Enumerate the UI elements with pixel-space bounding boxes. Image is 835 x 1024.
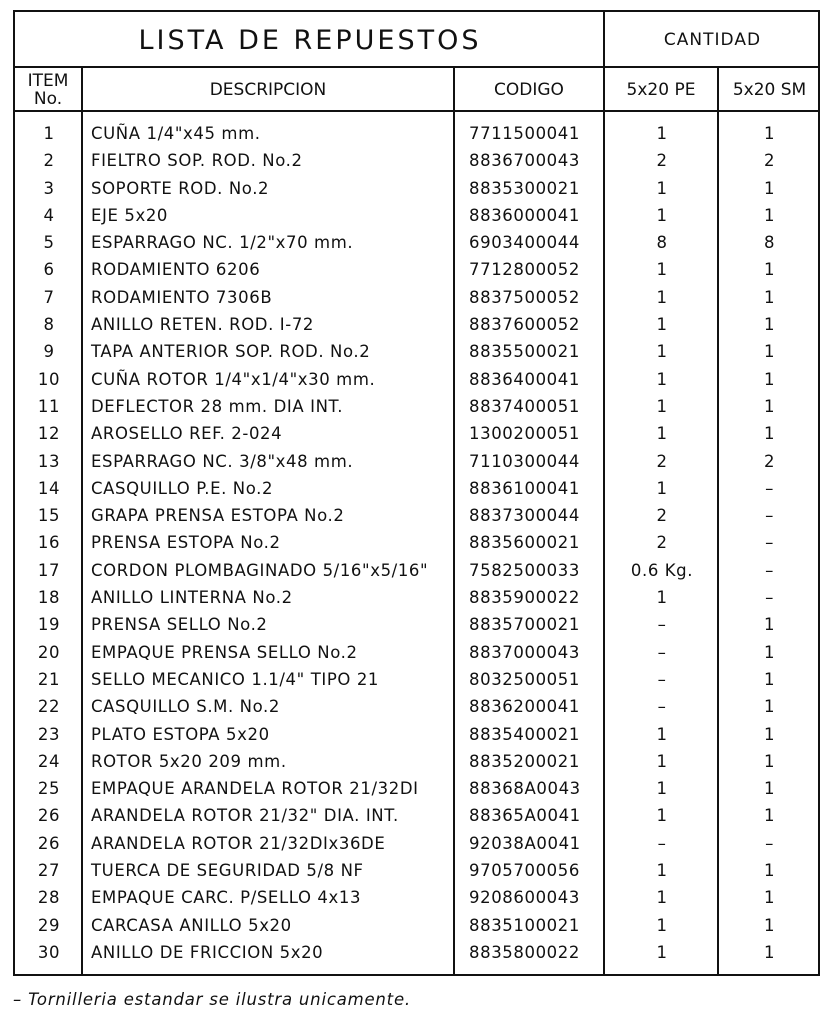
table-title: LISTA DE REPUESTOS bbox=[138, 24, 482, 56]
description: EJE 5x20 bbox=[91, 205, 169, 225]
quantity-pe: 1 bbox=[656, 915, 668, 935]
item-number: 18 bbox=[37, 588, 61, 608]
description: CARCASA ANILLO 5x20 bbox=[91, 915, 292, 935]
part-code: 8835600021 bbox=[469, 533, 580, 553]
table-row bbox=[15, 912, 820, 939]
description: ESPARRAGO NC. 1/2"x70 mm. bbox=[91, 233, 354, 253]
quantity-pe: 1 bbox=[656, 942, 668, 962]
table-row bbox=[15, 229, 820, 256]
quantity-sm: 1 bbox=[763, 697, 776, 717]
item-number: 26 bbox=[37, 806, 61, 826]
description: EMPAQUE CARC. P/SELLO 4x13 bbox=[91, 888, 362, 908]
table-row bbox=[15, 147, 820, 174]
description: PRENSA ESTOPA No.2 bbox=[91, 533, 281, 553]
item-number: 19 bbox=[37, 615, 61, 635]
item-number: 14 bbox=[37, 478, 61, 498]
table-row bbox=[15, 420, 820, 447]
quantity-pe: – bbox=[657, 642, 667, 662]
description: PLATO ESTOPA 5x20 bbox=[91, 724, 270, 744]
part-code: 7582500033 bbox=[469, 560, 580, 580]
table-row bbox=[15, 939, 820, 966]
table-row bbox=[15, 884, 820, 911]
part-code: 8835100021 bbox=[469, 915, 580, 935]
item-number: 9 bbox=[43, 342, 55, 362]
quantity-pe: 1 bbox=[656, 751, 668, 771]
quantity-pe: 1 bbox=[656, 424, 668, 444]
description: DEFLECTOR 28 mm. DIA INT. bbox=[91, 396, 344, 416]
table-row bbox=[15, 666, 820, 693]
item-number: 12 bbox=[37, 424, 61, 444]
quantity-pe: – bbox=[657, 833, 667, 853]
quantity-sm: 1 bbox=[763, 342, 776, 362]
part-code: 8837400051 bbox=[469, 396, 580, 416]
quantity-pe: 0.6 Kg. bbox=[630, 560, 694, 580]
quantity-sm: 1 bbox=[763, 806, 776, 826]
quantity-pe: 2 bbox=[656, 151, 668, 171]
description: PRENSA SELLO No.2 bbox=[91, 615, 268, 635]
description: ROTOR 5x20 209 mm. bbox=[91, 751, 287, 771]
item-number: 5 bbox=[43, 233, 55, 253]
part-code: 8836000041 bbox=[469, 205, 580, 225]
description: ARANDELA ROTOR 21/32" DIA. INT. bbox=[91, 806, 399, 826]
item-number: 26 bbox=[37, 833, 61, 853]
description: CASQUILLO P.E. No.2 bbox=[91, 478, 274, 498]
table-row bbox=[15, 693, 820, 720]
item-number: 11 bbox=[37, 396, 61, 416]
description: EMPAQUE ARANDELA ROTOR 21/32DI bbox=[91, 779, 419, 799]
item-number: 8 bbox=[43, 315, 55, 335]
table-row bbox=[15, 611, 820, 638]
item-number: 23 bbox=[37, 724, 61, 744]
item-number: 27 bbox=[37, 861, 61, 881]
item-number: 17 bbox=[37, 560, 61, 580]
part-code: 9705700056 bbox=[469, 861, 580, 881]
description: AROSELLO REF. 2-024 bbox=[91, 424, 283, 444]
part-code: 1300200051 bbox=[469, 424, 580, 444]
item-number: 16 bbox=[37, 533, 61, 553]
quantity-sm: – bbox=[765, 588, 774, 608]
table-row bbox=[15, 775, 820, 802]
header-pe: 5x20 PE bbox=[626, 80, 696, 100]
quantity-sm: 1 bbox=[763, 669, 776, 689]
table-row bbox=[15, 584, 820, 611]
item-number: 3 bbox=[43, 178, 55, 198]
part-code: 88365A0041 bbox=[469, 806, 581, 826]
item-number: 10 bbox=[37, 369, 61, 389]
table-row bbox=[15, 120, 820, 147]
part-code: 7711500041 bbox=[469, 124, 580, 143]
header-code: CODIGO bbox=[494, 80, 564, 100]
item-number: 7 bbox=[43, 287, 55, 307]
quantity-pe: 1 bbox=[656, 287, 668, 307]
quantity-sm: – bbox=[765, 833, 774, 853]
table-row bbox=[15, 338, 820, 365]
item-number: 30 bbox=[37, 942, 61, 962]
item-number: 29 bbox=[37, 915, 61, 935]
table-row bbox=[15, 639, 820, 666]
footnote: – Tornilleria estandar se ilustra unicamente. bbox=[13, 990, 411, 1009]
quantity-pe: 1 bbox=[656, 178, 668, 198]
quantity-sm: 1 bbox=[763, 396, 776, 416]
quantity-pe: 1 bbox=[656, 205, 668, 225]
quantity-pe: – bbox=[657, 615, 667, 635]
table-row bbox=[15, 175, 820, 202]
quantity-pe: 2 bbox=[656, 506, 668, 526]
quantity-pe: 1 bbox=[656, 806, 668, 826]
quantity-sm: 1 bbox=[763, 315, 776, 335]
part-code: 8835200021 bbox=[469, 751, 580, 771]
part-code: 8835700021 bbox=[469, 615, 580, 635]
part-code: 92038A0041 bbox=[469, 833, 581, 853]
quantity-pe: – bbox=[657, 697, 667, 717]
quantity-pe: 1 bbox=[656, 369, 668, 389]
description: ANILLO LINTERNA No.2 bbox=[91, 588, 293, 608]
table-row bbox=[15, 748, 820, 775]
quantity-sm: 1 bbox=[763, 178, 776, 198]
quantity-sm: 1 bbox=[763, 424, 776, 444]
description: RODAMIENTO 6206 bbox=[91, 260, 261, 280]
part-code: 8837300044 bbox=[469, 506, 580, 526]
quantity-sm: 1 bbox=[763, 615, 776, 635]
table-row bbox=[15, 256, 820, 283]
quantity-sm: 1 bbox=[763, 724, 776, 744]
table-row bbox=[15, 475, 820, 502]
part-code: 8836100041 bbox=[469, 478, 580, 498]
item-number: 20 bbox=[37, 642, 61, 662]
header-description: DESCRIPCION bbox=[209, 80, 327, 100]
quantity-sm: 1 bbox=[763, 287, 776, 307]
description: SELLO MECANICO 1.1/4" TIPO 21 bbox=[91, 669, 380, 689]
part-code: 7110300044 bbox=[469, 451, 580, 471]
quantity-sm: 1 bbox=[763, 260, 776, 280]
quantity-sm: 1 bbox=[763, 751, 776, 771]
quantity-sm: 2 bbox=[763, 451, 776, 471]
quantity-sm: 8 bbox=[763, 233, 776, 253]
quantity-pe: 1 bbox=[656, 342, 668, 362]
description: ARANDELA ROTOR 21/32DIx36DE bbox=[91, 833, 386, 853]
part-code: 7712800052 bbox=[469, 260, 580, 280]
part-code: 6903400044 bbox=[469, 233, 580, 253]
quantity-pe: 1 bbox=[656, 861, 668, 881]
item-number: 24 bbox=[37, 751, 61, 771]
item-number: 25 bbox=[37, 779, 61, 799]
header-sm: 5x20 SM bbox=[732, 80, 807, 100]
description: CASQUILLO S.M. No.2 bbox=[91, 697, 280, 717]
part-code: 8837500052 bbox=[469, 287, 580, 307]
item-number: 2 bbox=[43, 151, 55, 171]
parts-list-table bbox=[13, 10, 820, 976]
quantity-sm: 1 bbox=[763, 369, 776, 389]
table-row bbox=[15, 448, 820, 475]
part-code: 8835500021 bbox=[469, 342, 580, 362]
table-row bbox=[15, 366, 820, 393]
table-row bbox=[15, 393, 820, 420]
quantity-pe: 2 bbox=[656, 451, 668, 471]
quantity-pe: 1 bbox=[656, 888, 668, 908]
quantity-pe: 1 bbox=[656, 315, 668, 335]
table-row bbox=[15, 529, 820, 556]
description: SOPORTE ROD. No.2 bbox=[91, 178, 270, 198]
description: ESPARRAGO NC. 3/8"x48 mm. bbox=[91, 451, 354, 471]
item-number: 22 bbox=[37, 697, 61, 717]
header-item: ITEM No. bbox=[27, 71, 69, 109]
table-row bbox=[15, 311, 820, 338]
table-row bbox=[15, 830, 820, 857]
quantity-sm: – bbox=[765, 533, 774, 553]
description: CORDON PLOMBAGINADO 5/16"x5/16" bbox=[91, 560, 429, 580]
description: CUÑA ROTOR 1/4"x1/4"x30 mm. bbox=[91, 369, 376, 389]
part-code: 8032500051 bbox=[469, 669, 580, 689]
description: ANILLO DE FRICCION 5x20 bbox=[91, 942, 324, 962]
item-number: 1 bbox=[43, 124, 55, 143]
description: ANILLO RETEN. ROD. I-72 bbox=[91, 315, 315, 335]
item-number: 13 bbox=[37, 451, 61, 471]
quantity-pe: 1 bbox=[656, 260, 668, 280]
table-row bbox=[15, 502, 820, 529]
quantity-sm: 1 bbox=[763, 642, 776, 662]
table-row bbox=[15, 802, 820, 829]
quantity-pe: 1 bbox=[656, 396, 668, 416]
part-code: 8836400041 bbox=[469, 369, 580, 389]
quantity-sm: – bbox=[765, 506, 774, 526]
quantity-sm: 1 bbox=[763, 205, 776, 225]
quantity-sm: 1 bbox=[763, 942, 776, 962]
quantity-group-header: CANTIDAD bbox=[663, 30, 762, 50]
item-number: 6 bbox=[43, 260, 55, 280]
quantity-pe: 1 bbox=[656, 478, 668, 498]
part-code: 8837000043 bbox=[469, 642, 580, 662]
quantity-pe: 1 bbox=[656, 124, 668, 143]
table-row bbox=[15, 284, 820, 311]
quantity-sm: – bbox=[765, 560, 774, 580]
quantity-pe: 1 bbox=[656, 588, 668, 608]
table-row bbox=[15, 721, 820, 748]
part-code: 8837600052 bbox=[469, 315, 580, 335]
item-number: 21 bbox=[37, 669, 61, 689]
item-number: 28 bbox=[37, 888, 61, 908]
quantity-sm: 1 bbox=[763, 779, 776, 799]
part-code: 8835300021 bbox=[469, 178, 580, 198]
quantity-pe: 1 bbox=[656, 779, 668, 799]
part-code: 8836200041 bbox=[469, 697, 580, 717]
quantity-pe: 1 bbox=[656, 724, 668, 744]
part-code: 8836700043 bbox=[469, 151, 580, 171]
part-code: 8835400021 bbox=[469, 724, 580, 744]
quantity-sm: 1 bbox=[763, 861, 776, 881]
item-number: 4 bbox=[43, 205, 55, 225]
quantity-sm: 2 bbox=[763, 151, 776, 171]
table-body bbox=[15, 120, 820, 966]
part-code: 8835900022 bbox=[469, 588, 580, 608]
quantity-pe: – bbox=[657, 669, 667, 689]
description: FIELTRO SOP. ROD. No.2 bbox=[91, 151, 303, 171]
item-number: 15 bbox=[37, 506, 61, 526]
quantity-pe: 8 bbox=[656, 233, 668, 253]
description: EMPAQUE PRENSA SELLO No.2 bbox=[91, 642, 358, 662]
part-code: 9208600043 bbox=[469, 888, 580, 908]
description: TUERCA DE SEGURIDAD 5/8 NF bbox=[91, 861, 364, 881]
description: CUÑA 1/4"x45 mm. bbox=[91, 124, 261, 143]
part-code: 8835800022 bbox=[469, 942, 580, 962]
table-row bbox=[15, 857, 820, 884]
quantity-sm: 1 bbox=[763, 124, 776, 143]
description: RODAMIENTO 7306B bbox=[91, 287, 273, 307]
table-row bbox=[15, 202, 820, 229]
quantity-sm: – bbox=[765, 478, 774, 498]
table-row bbox=[15, 557, 820, 584]
quantity-sm: 1 bbox=[763, 888, 776, 908]
description: TAPA ANTERIOR SOP. ROD. No.2 bbox=[91, 342, 371, 362]
quantity-pe: 2 bbox=[656, 533, 668, 553]
description: GRAPA PRENSA ESTOPA No.2 bbox=[91, 506, 345, 526]
part-code: 88368A0043 bbox=[469, 779, 581, 799]
quantity-sm: 1 bbox=[763, 915, 776, 935]
